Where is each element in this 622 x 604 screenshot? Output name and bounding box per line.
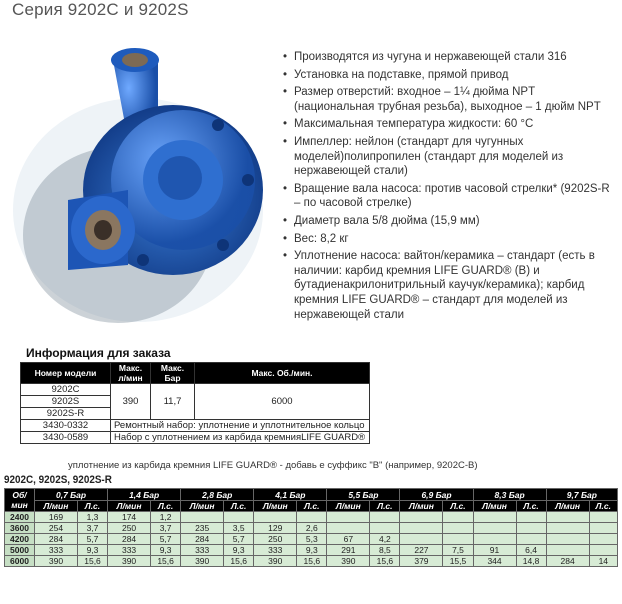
hp-cell xyxy=(443,534,473,545)
perf-table xyxy=(4,488,618,567)
sub-header-flow: Л/мин xyxy=(473,501,516,512)
flow-cell xyxy=(546,545,589,556)
flow-cell: 344 xyxy=(473,556,516,567)
table-row xyxy=(5,512,618,523)
flow-cell xyxy=(254,512,297,523)
flow-cell: 169 xyxy=(35,512,78,523)
flow-cell: 390 xyxy=(254,556,297,567)
flow-cell xyxy=(181,512,224,523)
flow-cell: 390 xyxy=(108,556,151,567)
hp-cell xyxy=(589,512,617,523)
flow-cell xyxy=(400,512,443,523)
hp-cell: 8,5 xyxy=(370,545,400,556)
hp-cell: 15,6 xyxy=(224,556,254,567)
hp-cell: 15,5 xyxy=(443,556,473,567)
flow-cell: 129 xyxy=(254,523,297,534)
hp-cell: 1,3 xyxy=(77,512,107,523)
flow-cell xyxy=(400,523,443,534)
flow-cell: 379 xyxy=(400,556,443,567)
table-row xyxy=(5,523,618,534)
flow-cell: 390 xyxy=(327,556,370,567)
pump-image xyxy=(8,30,278,330)
seal-note: уплотнение из карбида кремния LIFE GUARD® - добавь е суффикс "В" (например, 9202С-В) xyxy=(68,460,478,471)
spec-list xyxy=(282,50,617,325)
hp-cell: 9,3 xyxy=(151,545,181,556)
hp-cell: 5,7 xyxy=(151,534,181,545)
hp-cell: 4,2 xyxy=(370,534,400,545)
table-row xyxy=(21,384,370,396)
table-row xyxy=(5,556,618,567)
spec-item: • Диаметр вала 5/8 дюйма (15,9 мм) xyxy=(282,214,617,229)
sub-header-hp: Л.с. xyxy=(370,501,400,512)
flow-cell: 333 xyxy=(181,545,224,556)
flow-cell: 227 xyxy=(400,545,443,556)
sub-header-hp: Л.с. xyxy=(77,501,107,512)
spec-item: • Вес: 8,2 кг xyxy=(282,232,617,247)
col-max-rpm: Макс. Об./мин. xyxy=(195,363,370,384)
spec-item: • Вращение вала насоса: против часовой стрелки* (9202S-R – по часовой стрелке) xyxy=(282,182,617,211)
spec-item: • Уплотнение насоса: вайтон/керамика – стандарт (есть в наличии: карбид кремния LIFE GUARD® (В) и бутадиенакрилонитрильный каучук/керамика); карбид кремния LIFE GUARD® – стандарт для моделей из нержавеющей стали xyxy=(282,249,617,322)
sub-header-flow: Л/мин xyxy=(327,501,370,512)
table-row xyxy=(21,432,370,444)
table-row xyxy=(5,545,618,556)
rpm-header: Об/ мин xyxy=(5,489,35,512)
table-row xyxy=(21,420,370,432)
kit-desc: Ремонтный набор: уплотнение и уплотнительное кольцо xyxy=(111,420,370,432)
hp-cell xyxy=(516,523,546,534)
hp-cell: 5,7 xyxy=(224,534,254,545)
hp-cell: 5,3 xyxy=(297,534,327,545)
hp-cell: 6,4 xyxy=(516,545,546,556)
kit-code: 3430-0589 xyxy=(21,432,111,444)
flow-cell xyxy=(546,523,589,534)
flow-cell xyxy=(473,512,516,523)
flow-cell: 91 xyxy=(473,545,516,556)
model-cell: 9202C xyxy=(21,384,111,396)
order-heading: Информация для заказа xyxy=(26,346,171,360)
sub-header-flow: Л/мин xyxy=(35,501,78,512)
flow-cell: 390 xyxy=(181,556,224,567)
sub-header-flow: Л/мин xyxy=(546,501,589,512)
hp-cell: 15,6 xyxy=(297,556,327,567)
hp-cell: 9,3 xyxy=(297,545,327,556)
hp-cell: 9,3 xyxy=(77,545,107,556)
flow-cell: 254 xyxy=(35,523,78,534)
rpm-cell: 5000 xyxy=(5,545,35,556)
flow-cell: 333 xyxy=(254,545,297,556)
model-cell: 9202S-R xyxy=(21,408,111,420)
col-max-bar: Макс. Бар xyxy=(151,363,195,384)
flow-cell: 250 xyxy=(254,534,297,545)
kit-code: 3430-0332 xyxy=(21,420,111,432)
hp-cell: 15,6 xyxy=(77,556,107,567)
model-cell: 9202S xyxy=(21,396,111,408)
rpm-cell: 6000 xyxy=(5,556,35,567)
flow-cell xyxy=(473,523,516,534)
hp-cell: 3,7 xyxy=(77,523,107,534)
sub-header-flow: Л/мин xyxy=(181,501,224,512)
flow-cell: 333 xyxy=(108,545,151,556)
pressure-header: 5,5 Бар xyxy=(327,489,400,501)
sub-header-hp: Л.с. xyxy=(297,501,327,512)
flow-cell: 235 xyxy=(181,523,224,534)
hp-cell xyxy=(370,512,400,523)
hp-cell xyxy=(589,523,617,534)
order-table xyxy=(20,362,370,444)
sub-header-hp: Л.с. xyxy=(589,501,617,512)
hp-cell: 9,3 xyxy=(224,545,254,556)
pressure-header: 6,9 Бар xyxy=(400,489,473,501)
flow-cell xyxy=(400,534,443,545)
hp-cell: 3,7 xyxy=(151,523,181,534)
pressure-header: 0,7 Бар xyxy=(35,489,108,501)
flow-cell: 250 xyxy=(108,523,151,534)
hp-cell xyxy=(516,512,546,523)
page-title: Серия 9202С и 9202S xyxy=(12,0,189,19)
pressure-header: 8,3 Бар xyxy=(473,489,546,501)
flow-cell xyxy=(327,512,370,523)
spec-item: • Максимальная температура жидкости: 60 °C xyxy=(282,117,617,132)
sub-header-hp: Л.с. xyxy=(443,501,473,512)
sub-header-hp: Л.с. xyxy=(224,501,254,512)
hp-cell: 5,7 xyxy=(77,534,107,545)
flow-cell xyxy=(546,534,589,545)
table-row xyxy=(5,534,618,545)
perf-heading: 9202C, 9202S, 9202S-R xyxy=(4,474,112,486)
flow-cell: 67 xyxy=(327,534,370,545)
max-bar-cell: 11,7 xyxy=(151,384,195,420)
sub-header-hp: Л.с. xyxy=(516,501,546,512)
hp-cell xyxy=(516,534,546,545)
hp-cell xyxy=(370,523,400,534)
hp-cell xyxy=(443,523,473,534)
pressure-header: 4,1 Бар xyxy=(254,489,327,501)
order-header-row xyxy=(21,363,370,384)
max-lmin-cell: 390 xyxy=(111,384,151,420)
hp-cell xyxy=(443,512,473,523)
sub-header-flow: Л/мин xyxy=(400,501,443,512)
spec-item: • Импеллер: нейлон (стандарт для чугунных моделей)полипропилен (стандарт для моделей из нержавеющей стали) xyxy=(282,135,617,179)
hp-cell xyxy=(589,545,617,556)
kit-desc: Набор с уплотнением из карбида кремнияLIFE GUARD® xyxy=(111,432,370,444)
sub-header-flow: Л/мин xyxy=(108,501,151,512)
flow-cell xyxy=(473,534,516,545)
flow-cell: 284 xyxy=(546,556,589,567)
perf-sub-row xyxy=(5,501,618,512)
hp-cell xyxy=(224,512,254,523)
sub-header-flow: Л/мин xyxy=(254,501,297,512)
hp-cell: 7,5 xyxy=(443,545,473,556)
col-max-lmin: Макс. л/мин xyxy=(111,363,151,384)
hp-cell: 2,6 xyxy=(297,523,327,534)
flow-cell: 333 xyxy=(35,545,78,556)
rpm-cell: 2400 xyxy=(5,512,35,523)
flow-cell: 291 xyxy=(327,545,370,556)
hp-cell: 14 xyxy=(589,556,617,567)
hp-cell xyxy=(589,534,617,545)
hp-cell: 14,8 xyxy=(516,556,546,567)
max-rpm-cell: 6000 xyxy=(195,384,370,420)
hp-cell: 15,6 xyxy=(151,556,181,567)
spec-item: • Установка на подставке, прямой привод xyxy=(282,68,617,83)
hp-cell: 3,5 xyxy=(224,523,254,534)
pressure-header: 2,8 Бар xyxy=(181,489,254,501)
flow-cell: 284 xyxy=(181,534,224,545)
flow-cell: 390 xyxy=(35,556,78,567)
spec-item: • Размер отверстий: входное – 1¼ дюйма NPT (национальная трубная резьба), выходное – 1 дюйм NPT xyxy=(282,85,617,114)
flow-cell xyxy=(327,523,370,534)
rpm-cell: 3600 xyxy=(5,523,35,534)
flow-cell xyxy=(546,512,589,523)
hp-cell xyxy=(297,512,327,523)
flow-cell: 174 xyxy=(108,512,151,523)
perf-pressure-row xyxy=(5,489,618,501)
pressure-header: 1,4 Бар xyxy=(108,489,181,501)
hp-cell: 15,6 xyxy=(370,556,400,567)
flow-cell: 284 xyxy=(35,534,78,545)
pressure-header: 9,7 Бар xyxy=(546,489,617,501)
spec-item: • Производятся из чугуна и нержавеющей стали 316 xyxy=(282,50,617,65)
flow-cell: 284 xyxy=(108,534,151,545)
rpm-cell: 4200 xyxy=(5,534,35,545)
sub-header-hp: Л.с. xyxy=(151,501,181,512)
col-model: Номер модели xyxy=(21,363,111,384)
hp-cell: 1,2 xyxy=(151,512,181,523)
